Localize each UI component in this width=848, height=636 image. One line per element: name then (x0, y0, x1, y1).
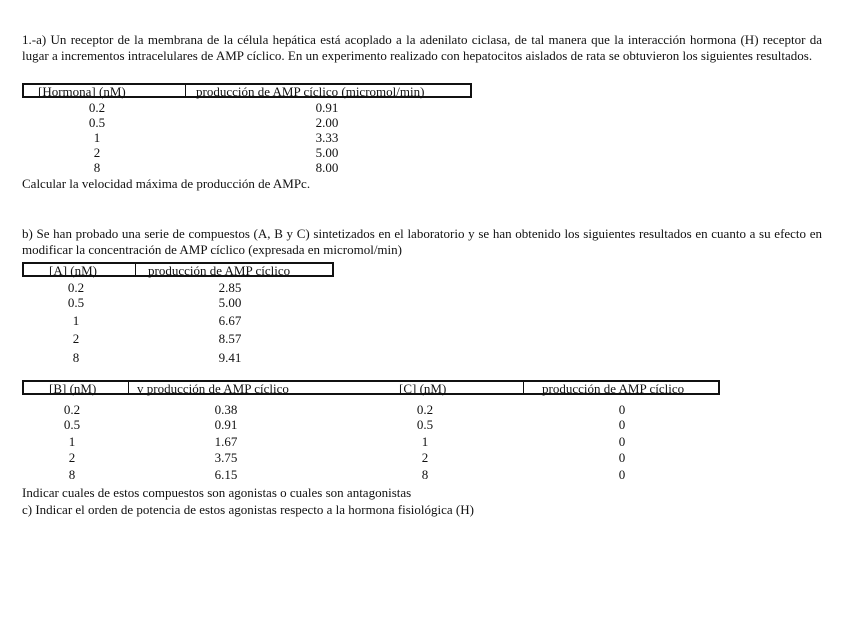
table-hormone-col2-header: producción de AMP cíclico (micromol/min) (196, 84, 425, 99)
a-amp: 5.00 (218, 295, 242, 310)
c-amp: 0 (618, 434, 626, 449)
part-c-instruction: c) Indicar el orden de potencia de estos agonistas respecto a la hormona fisiológica (H) (22, 502, 474, 517)
header-divider (523, 382, 524, 393)
b-amp: 0.38 (214, 402, 238, 417)
hormone-conc: 0.5 (88, 115, 106, 130)
a-conc: 8 (72, 350, 80, 365)
a-conc: 0.5 (67, 295, 85, 310)
hormone-conc: 2 (93, 145, 101, 160)
a-amp: 2.85 (218, 280, 242, 295)
b-conc: 2 (68, 450, 76, 465)
hormone-conc: 8 (93, 160, 101, 175)
table-b-col1-header: [B] (nM) (49, 381, 97, 396)
table-a-col2-header: producción de AMP cíclico (148, 263, 291, 278)
hormone-conc: 1 (93, 130, 101, 145)
table-c-col1-header: [C] (nM) (399, 381, 447, 396)
c-amp: 0 (618, 402, 626, 417)
b-conc: 0.2 (63, 402, 81, 417)
table-c-col2-header: producción de AMP cíclico (542, 381, 685, 396)
a-conc: 2 (72, 331, 80, 346)
a-conc: 0.2 (67, 280, 85, 295)
c-conc: 0.2 (416, 402, 434, 417)
hormone-conc: 0.2 (88, 100, 106, 115)
c-conc: 0.5 (416, 417, 434, 432)
b-conc: 1 (68, 434, 76, 449)
header-divider (135, 264, 136, 275)
c-conc: 8 (421, 467, 429, 482)
a-conc: 1 (72, 313, 80, 328)
a-amp: 6.67 (218, 313, 242, 328)
a-amp: 9.41 (218, 350, 242, 365)
header-divider (128, 382, 129, 393)
table-b-col2-header: v producción de AMP cíclico (137, 381, 289, 396)
c-conc: 1 (421, 434, 429, 449)
hormone-amp: 3.33 (315, 130, 339, 145)
table-a-col1-header: [A] (nM) (49, 263, 98, 278)
hormone-amp: 2.00 (315, 115, 339, 130)
hormone-amp: 0.91 (315, 100, 339, 115)
table-hormone-col1-header: [Hormona] (nM) (38, 84, 126, 99)
c-amp: 0 (618, 450, 626, 465)
c-amp: 0 (618, 417, 626, 432)
b-conc: 0.5 (63, 417, 81, 432)
intro-paragraph: 1.-a) Un receptor de la membrana de la célula hepática está acoplado a la adenilato ciclasa, de tal manera que la interacción hormona (H) receptor da lugar a incrementos intracelulares de AMP cíclico. En un experimento realizado con hepatocitos aislados de rata se obtuvieron los siguientes resultados. (22, 32, 822, 63)
b-conc: 8 (68, 467, 76, 482)
hormone-amp: 5.00 (315, 145, 339, 160)
b-amp: 0.91 (214, 417, 238, 432)
header-divider (185, 85, 186, 96)
indicate-instruction: Indicar cuales de estos compuestos son agonistas o cuales son antagonistas (22, 485, 412, 500)
part-b-paragraph: b) Se han probado una serie de compuestos (A, B y C) sintetizados en el laboratorio y se han obtenido los siguientes resultados en cuanto a su efecto en modificar la concentración de AMP cíclico (expresada en micromol/min) (22, 226, 822, 257)
table-a-header (22, 262, 334, 277)
a-amp: 8.57 (218, 331, 242, 346)
c-amp: 0 (618, 467, 626, 482)
calc-instruction: Calcular la velocidad máxima de producción de AMPc. (22, 176, 311, 191)
b-amp: 1.67 (214, 434, 238, 449)
c-conc: 2 (421, 450, 429, 465)
hormone-amp: 8.00 (315, 160, 339, 175)
table-bc-header (22, 380, 720, 395)
b-amp: 6.15 (214, 467, 238, 482)
b-amp: 3.75 (214, 450, 238, 465)
table-hormone-header (22, 83, 472, 98)
